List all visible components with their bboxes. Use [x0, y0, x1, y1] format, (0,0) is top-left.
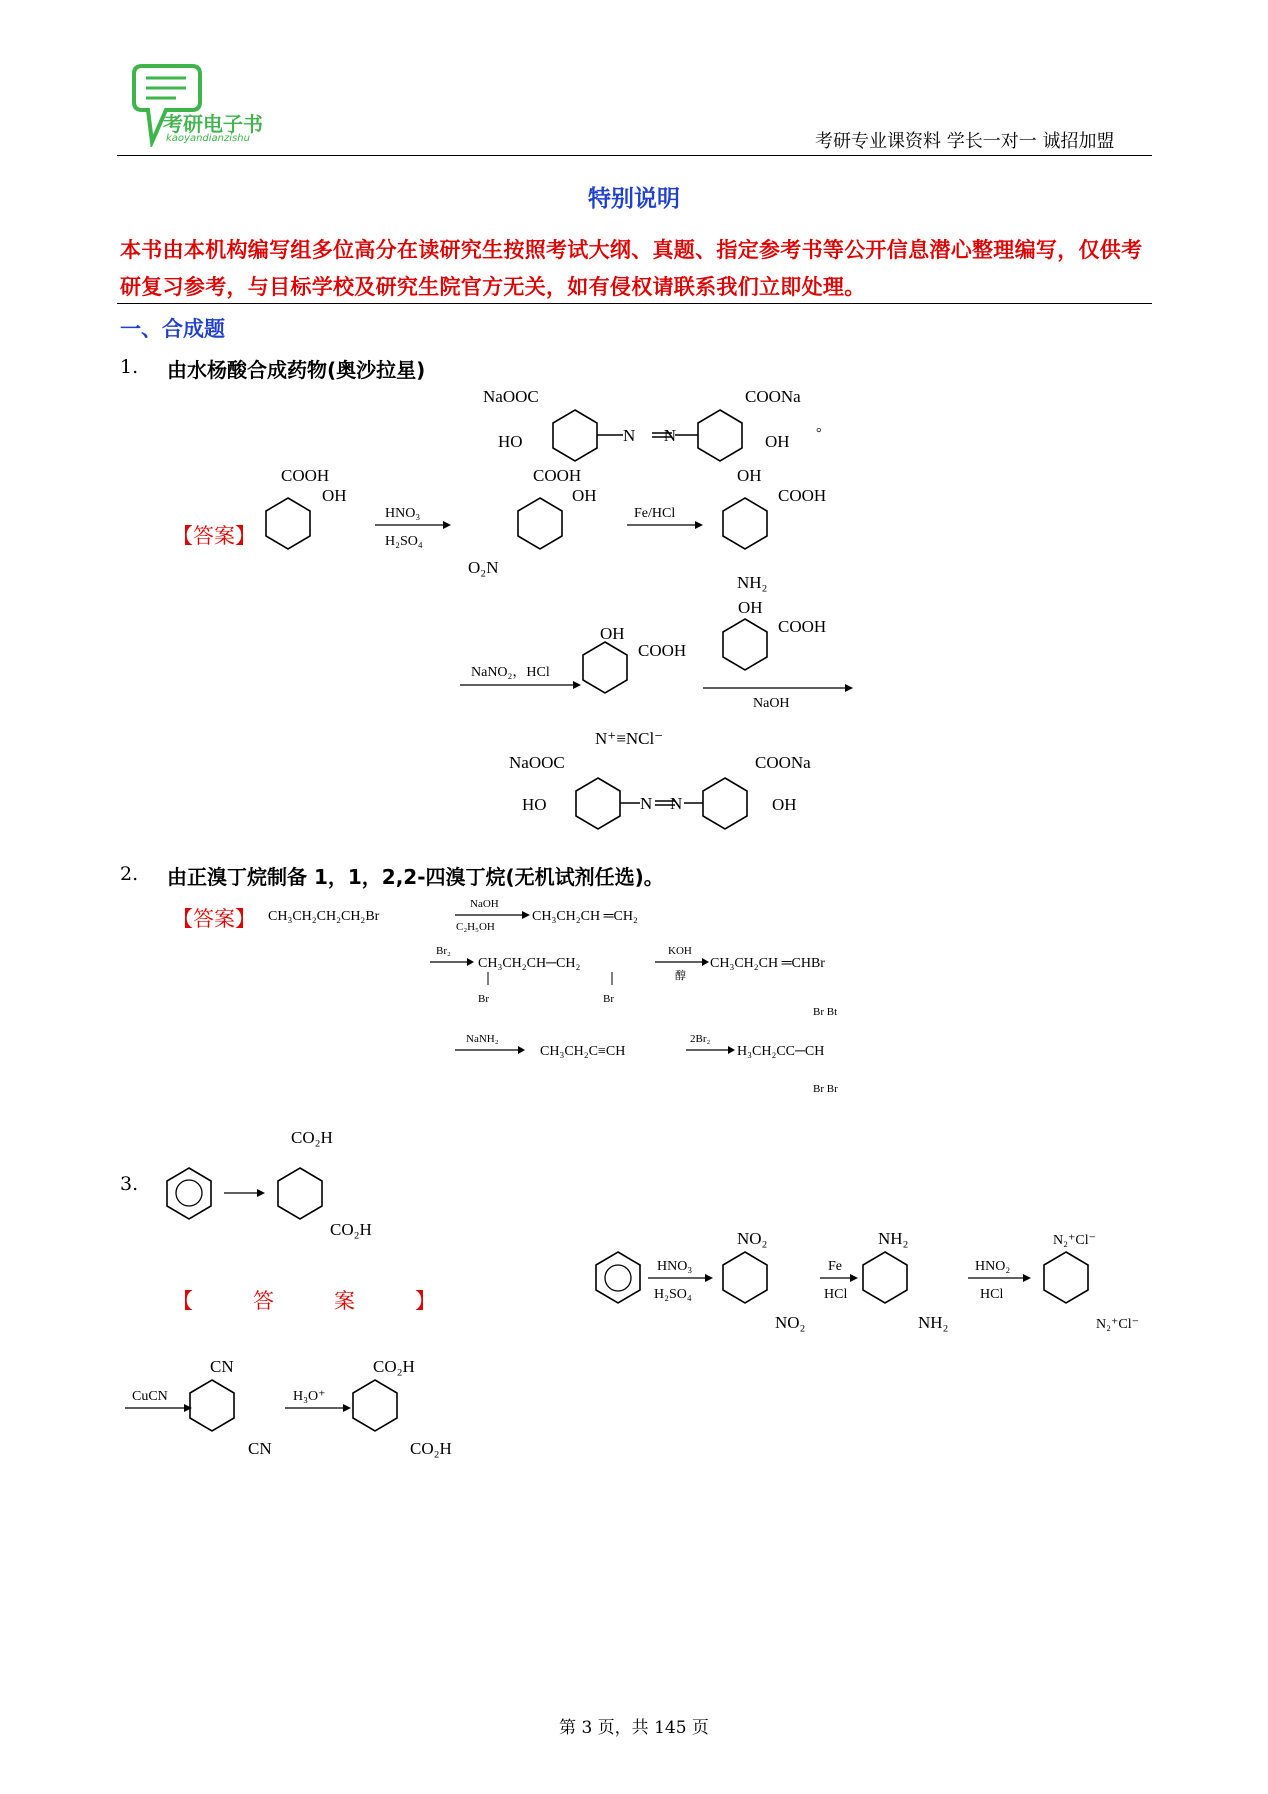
answer-label: 【答案】 [172, 524, 256, 548]
svg-text:N: N [663, 426, 676, 445]
svg-text:KOH: KOH [668, 945, 692, 957]
svg-text:OH: OH [765, 432, 790, 451]
svg-text:CO₂H: CO₂H [291, 1128, 333, 1147]
svg-text:CN: CN [210, 1357, 234, 1376]
svg-text:HNO₃: HNO₃ [385, 506, 421, 521]
svg-text:N⁺≡NCl⁻: N⁺≡NCl⁻ [595, 729, 664, 748]
svg-text:COOH: COOH [778, 486, 827, 505]
section-divider [117, 303, 1152, 304]
svg-text:OH: OH [737, 466, 762, 485]
svg-text:CO₂H: CO₂H [330, 1220, 372, 1239]
olsalazine-product-structure [509, 753, 811, 829]
question-3-scheme [0, 1110, 1268, 1490]
svg-text:CH₃CH₂CH ═CHBr: CH₃CH₂CH ═CHBr [710, 956, 825, 971]
svg-text:CH₃CH₂CH ═CH₂: CH₃CH₂CH ═CH₂ [532, 909, 638, 924]
question-1-scheme [0, 380, 1268, 840]
question-text: 由水杨酸合成药物(奥沙拉星) [167, 358, 426, 382]
svg-text:HNO₂: HNO₂ [975, 1259, 1011, 1274]
svg-text:°: ° [816, 426, 822, 441]
logo-text: 考研电子书 [163, 112, 263, 136]
svg-text:HO: HO [522, 795, 547, 814]
svg-text:H₃CH₂CC─CH: H₃CH₂CC─CH [737, 1044, 825, 1059]
svg-text:NaOOC: NaOOC [509, 753, 565, 772]
svg-text:OH: OH [772, 795, 797, 814]
svg-text:OH: OH [738, 598, 763, 617]
svg-text:CH₃CH₂CH₂CH₂Br: CH₃CH₂CH₂CH₂Br [268, 909, 380, 924]
svg-text:Br Bt: Br Bt [813, 1006, 838, 1018]
svg-text:Br Br: Br Br [813, 1083, 838, 1095]
svg-text:醇: 醇 [675, 970, 686, 982]
notice-text: 本书由本机构编写组多位高分在读研究生按照考试大纲、真题、指定参考书等公开信息潜心整理编写，仅供考研复习参考，与目标学校及研究生院官方无关，如有侵权请联系我们立即处理。 [120, 238, 1143, 299]
svg-text:NaOH: NaOH [753, 696, 790, 711]
svg-text:COOH: COOH [778, 617, 827, 636]
svg-text:Fe/HCl: Fe/HCl [634, 506, 676, 521]
question-number: 1. [120, 356, 139, 378]
svg-text:2Br₂: 2Br₂ [690, 1033, 711, 1045]
svg-text:NO₂: NO₂ [737, 1229, 768, 1248]
question-number: 2. [120, 863, 139, 885]
answer-label: 【答案】 [172, 907, 256, 931]
question-text: 由正溴丁烷制备 1，1，2,2-四溴丁烷(无机试剂任选)。 [167, 865, 664, 889]
svg-text:CN: CN [248, 1439, 272, 1458]
svg-text:O₂N: O₂N [468, 558, 499, 577]
question-2-scheme [0, 890, 1268, 1110]
olsalazine-target-structure [483, 387, 822, 461]
svg-text:NaOH: NaOH [470, 898, 499, 910]
svg-text:CO₂H: CO₂H [373, 1357, 415, 1376]
svg-text:COOH: COOH [533, 466, 582, 485]
svg-text:COONa: COONa [755, 753, 811, 772]
page-title: 特别说明 [588, 186, 680, 212]
svg-text:NH₂: NH₂ [737, 573, 768, 592]
page-number: 第 3 页，共 145 页 [559, 1718, 709, 1738]
svg-text:Fe: Fe [828, 1259, 842, 1274]
svg-text:N: N [623, 426, 636, 445]
svg-text:HCl: HCl [824, 1287, 848, 1302]
svg-text:OH: OH [322, 486, 347, 505]
svg-text:NaOOC: NaOOC [483, 387, 539, 406]
svg-text:H₂SO₄: H₂SO₄ [385, 534, 423, 549]
svg-text:NH₂: NH₂ [878, 1229, 909, 1248]
svg-text:COOH: COOH [281, 466, 330, 485]
svg-text:COONa: COONa [745, 387, 801, 406]
svg-text:Br: Br [478, 993, 489, 1005]
svg-text:NH₂: NH₂ [918, 1313, 949, 1332]
svg-text:NO₂: NO₂ [775, 1313, 806, 1332]
answer-label: 【 答 案 】 [172, 1289, 442, 1313]
svg-text:Br: Br [603, 993, 614, 1005]
header-divider [117, 155, 1152, 156]
section-heading: 一、合成题 [120, 317, 225, 341]
svg-text:H₃O⁺: H₃O⁺ [293, 1389, 326, 1404]
svg-text:HO: HO [498, 432, 523, 451]
svg-text:HCl: HCl [980, 1287, 1004, 1302]
svg-text:OH: OH [572, 486, 597, 505]
svg-text:COOH: COOH [638, 641, 687, 660]
header-slogan: 考研专业课资料 学长一对一 诚招加盟 [815, 131, 1115, 152]
svg-text:H₂SO₄: H₂SO₄ [654, 1287, 692, 1302]
svg-text:NaNH₂: NaNH₂ [466, 1033, 499, 1045]
svg-text:N: N [670, 794, 683, 813]
svg-text:OH: OH [600, 624, 625, 643]
svg-text:C₂H₅OH: C₂H₅OH [456, 921, 495, 933]
salicylic-acid-structure [266, 466, 347, 549]
svg-text:N: N [640, 794, 653, 813]
svg-text:CH₃CH₂C≡CH: CH₃CH₂C≡CH [540, 1044, 626, 1059]
svg-text:CH₃CH₂CH─CH₂: CH₃CH₂CH─CH₂ [478, 956, 581, 971]
svg-text:N₂⁺Cl⁻: N₂⁺Cl⁻ [1053, 1233, 1096, 1248]
question-number: 3. [120, 1173, 139, 1195]
svg-text:HNO₃: HNO₃ [657, 1259, 693, 1274]
svg-text:CuCN: CuCN [132, 1389, 168, 1404]
svg-text:NaNO₂，HCl: NaNO₂，HCl [471, 665, 550, 680]
svg-text:Br₂: Br₂ [436, 945, 451, 957]
svg-text:CO₂H: CO₂H [410, 1439, 452, 1458]
logo-subtext: kaoyandianzishu [166, 133, 250, 144]
svg-text:N₂⁺Cl⁻: N₂⁺Cl⁻ [1096, 1317, 1139, 1332]
